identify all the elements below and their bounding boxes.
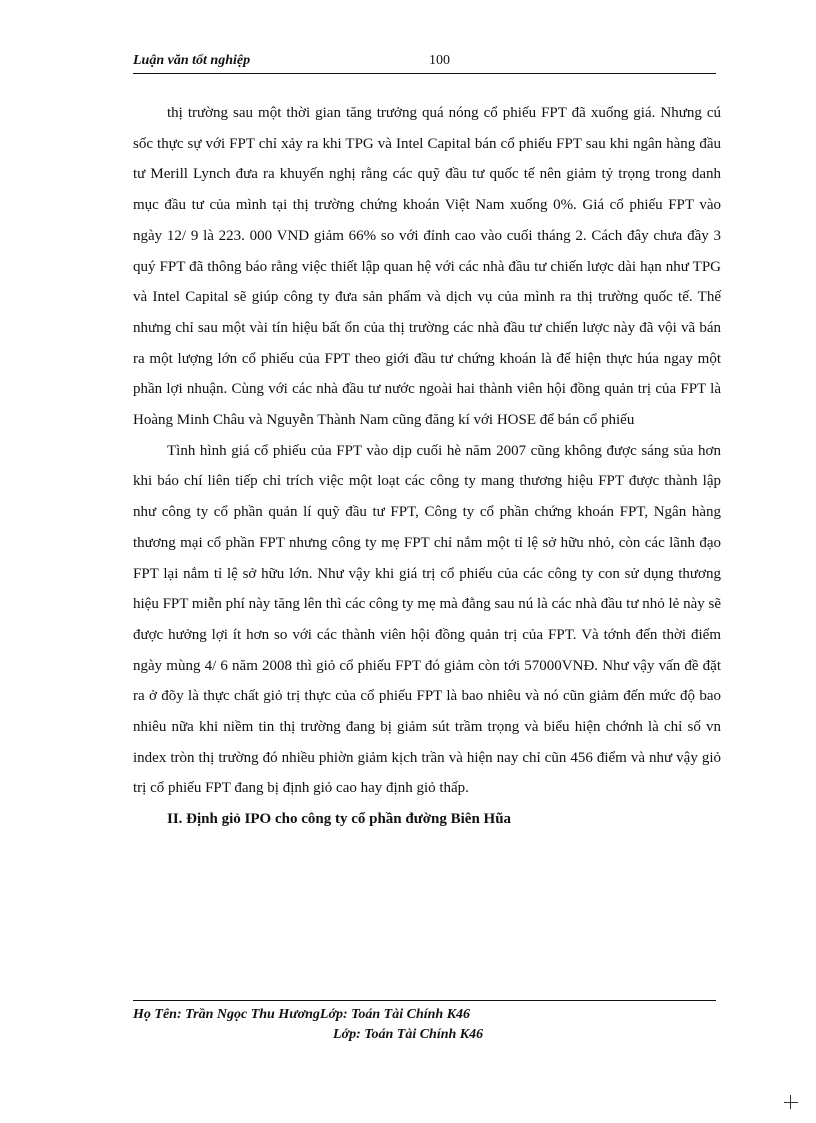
header-title: Luận văn tốt nghiệp (133, 53, 251, 68)
footer-class-line: Lớp: Toán Tài Chính K46 (333, 1027, 484, 1042)
paragraph-1: thị trường sau một thời gian tăng trưởng quá nóng cổ phiếu FPT đã xuống giá. Nhưng cú sốc thực sự với FPT chỉ xảy ra khi TPG và Intel Capital bán cổ phiếu FPT sau khi ngân hàng đầu tư Merill Lynch đưa ra khuyến nghị rằng các quỹ đầu tư quốc tế nên giảm tỷ trọng trong danh mục đầu tư của mình tại thị trường chứng khoán Việt Nam xuống 0%. Giá cổ phiếu FPT vào ngày 12/ 9 là 223. 000 VND giảm 66% so với đỉnh cao vào cuối tháng 2. Cách đây chưa đầy 3 quý FPT đã thông báo rằng việc thiết lập quan hệ với các nhà đầu tư chiến lược dài hạn như TPG và Intel Capital sẽ giúp công ty đưa sản phẩm và dịch vụ của mình ra thị trường quốc tế. Thế nhưng chỉ sau một vài tín hiệu bất ổn của thị trường các nhà đầu tư chiến lược này đã vội vã bán ra một lượng lớn cổ phiếu của FPT theo giới đầu tư chứng khoán là để hiện thực húa ngay một phần lợi nhuận. Cùng với các nhà đầu tư nước ngoài hai thành viên hội đồng quản trị của FPT là Hoàng Minh Châu và Nguyễn Thành Nam cũng đăng kí với HOSE để bán cổ phiếu (133, 105, 721, 429)
page-footer (133, 1000, 716, 1045)
page-body (133, 98, 721, 835)
page-number: 100 (429, 53, 450, 68)
footer-author-line: Họ Tên: Trần Ngọc Thu HươngLớp: Toán Tài Chính K46 (133, 1007, 471, 1022)
paragraph-2: Tình hình giá cổ phiếu của FPT vào dịp cuối hè năm 2007 cũng không được sáng sủa hơn khi báo chí liên tiếp chỉ trích việc một loạt các công ty mang thương hiệu FPT được thành lập như công ty cổ phần quản lí quỹ đầu tư FPT, Công ty cổ phần chứng khoán FPT, Ngân hàng thương mại cổ phần FPT nhưng công ty mẹ FPT chỉ nắm một tỉ lệ sở hữu nhỏ, còn các lãnh đạo FPT lại nắm tỉ lệ sở hữu lớn. Như vậy khi giá trị cổ phiếu của các công ty con sử dụng thương hiệu FPT miễn phí này tăng lên thì các công ty mẹ mà đằng sau nú là các nhà đầu tư nhỏ lẻ này sẽ được hưởng lợi ít hơn so với các thành viên hội đồng quản trị của FPT. Và tớnh đến thời điểm ngày mùng 4/ 6 năm 2008 thì giỏ cổ phiếu FPT đó giảm còn tới 57000VNĐ. Như vậy vấn đề đặt ra ở đõy là thực chất giỏ trị thực của cổ phiếu FPT là bao nhiêu và nó cũn giảm đến mức độ bao nhiêu nữa khi niềm tin thị trường đang bị giảm sút trầm trọng và biểu hiện chớnh là chỉ số vn index tròn thị trường đó nhiều phiờn giảm kịch trần và hiện nay chỉ cũn 456 điểm và như vậy giỏ trị cổ phiếu FPT đang bị định giỏ cao hay định giỏ thấp. (133, 442, 721, 797)
section-heading: II. Định giỏ IPO cho công ty cổ phần đường Biên Hũa (167, 811, 512, 828)
page-header (133, 51, 716, 74)
crop-mark-icon (784, 1095, 798, 1109)
